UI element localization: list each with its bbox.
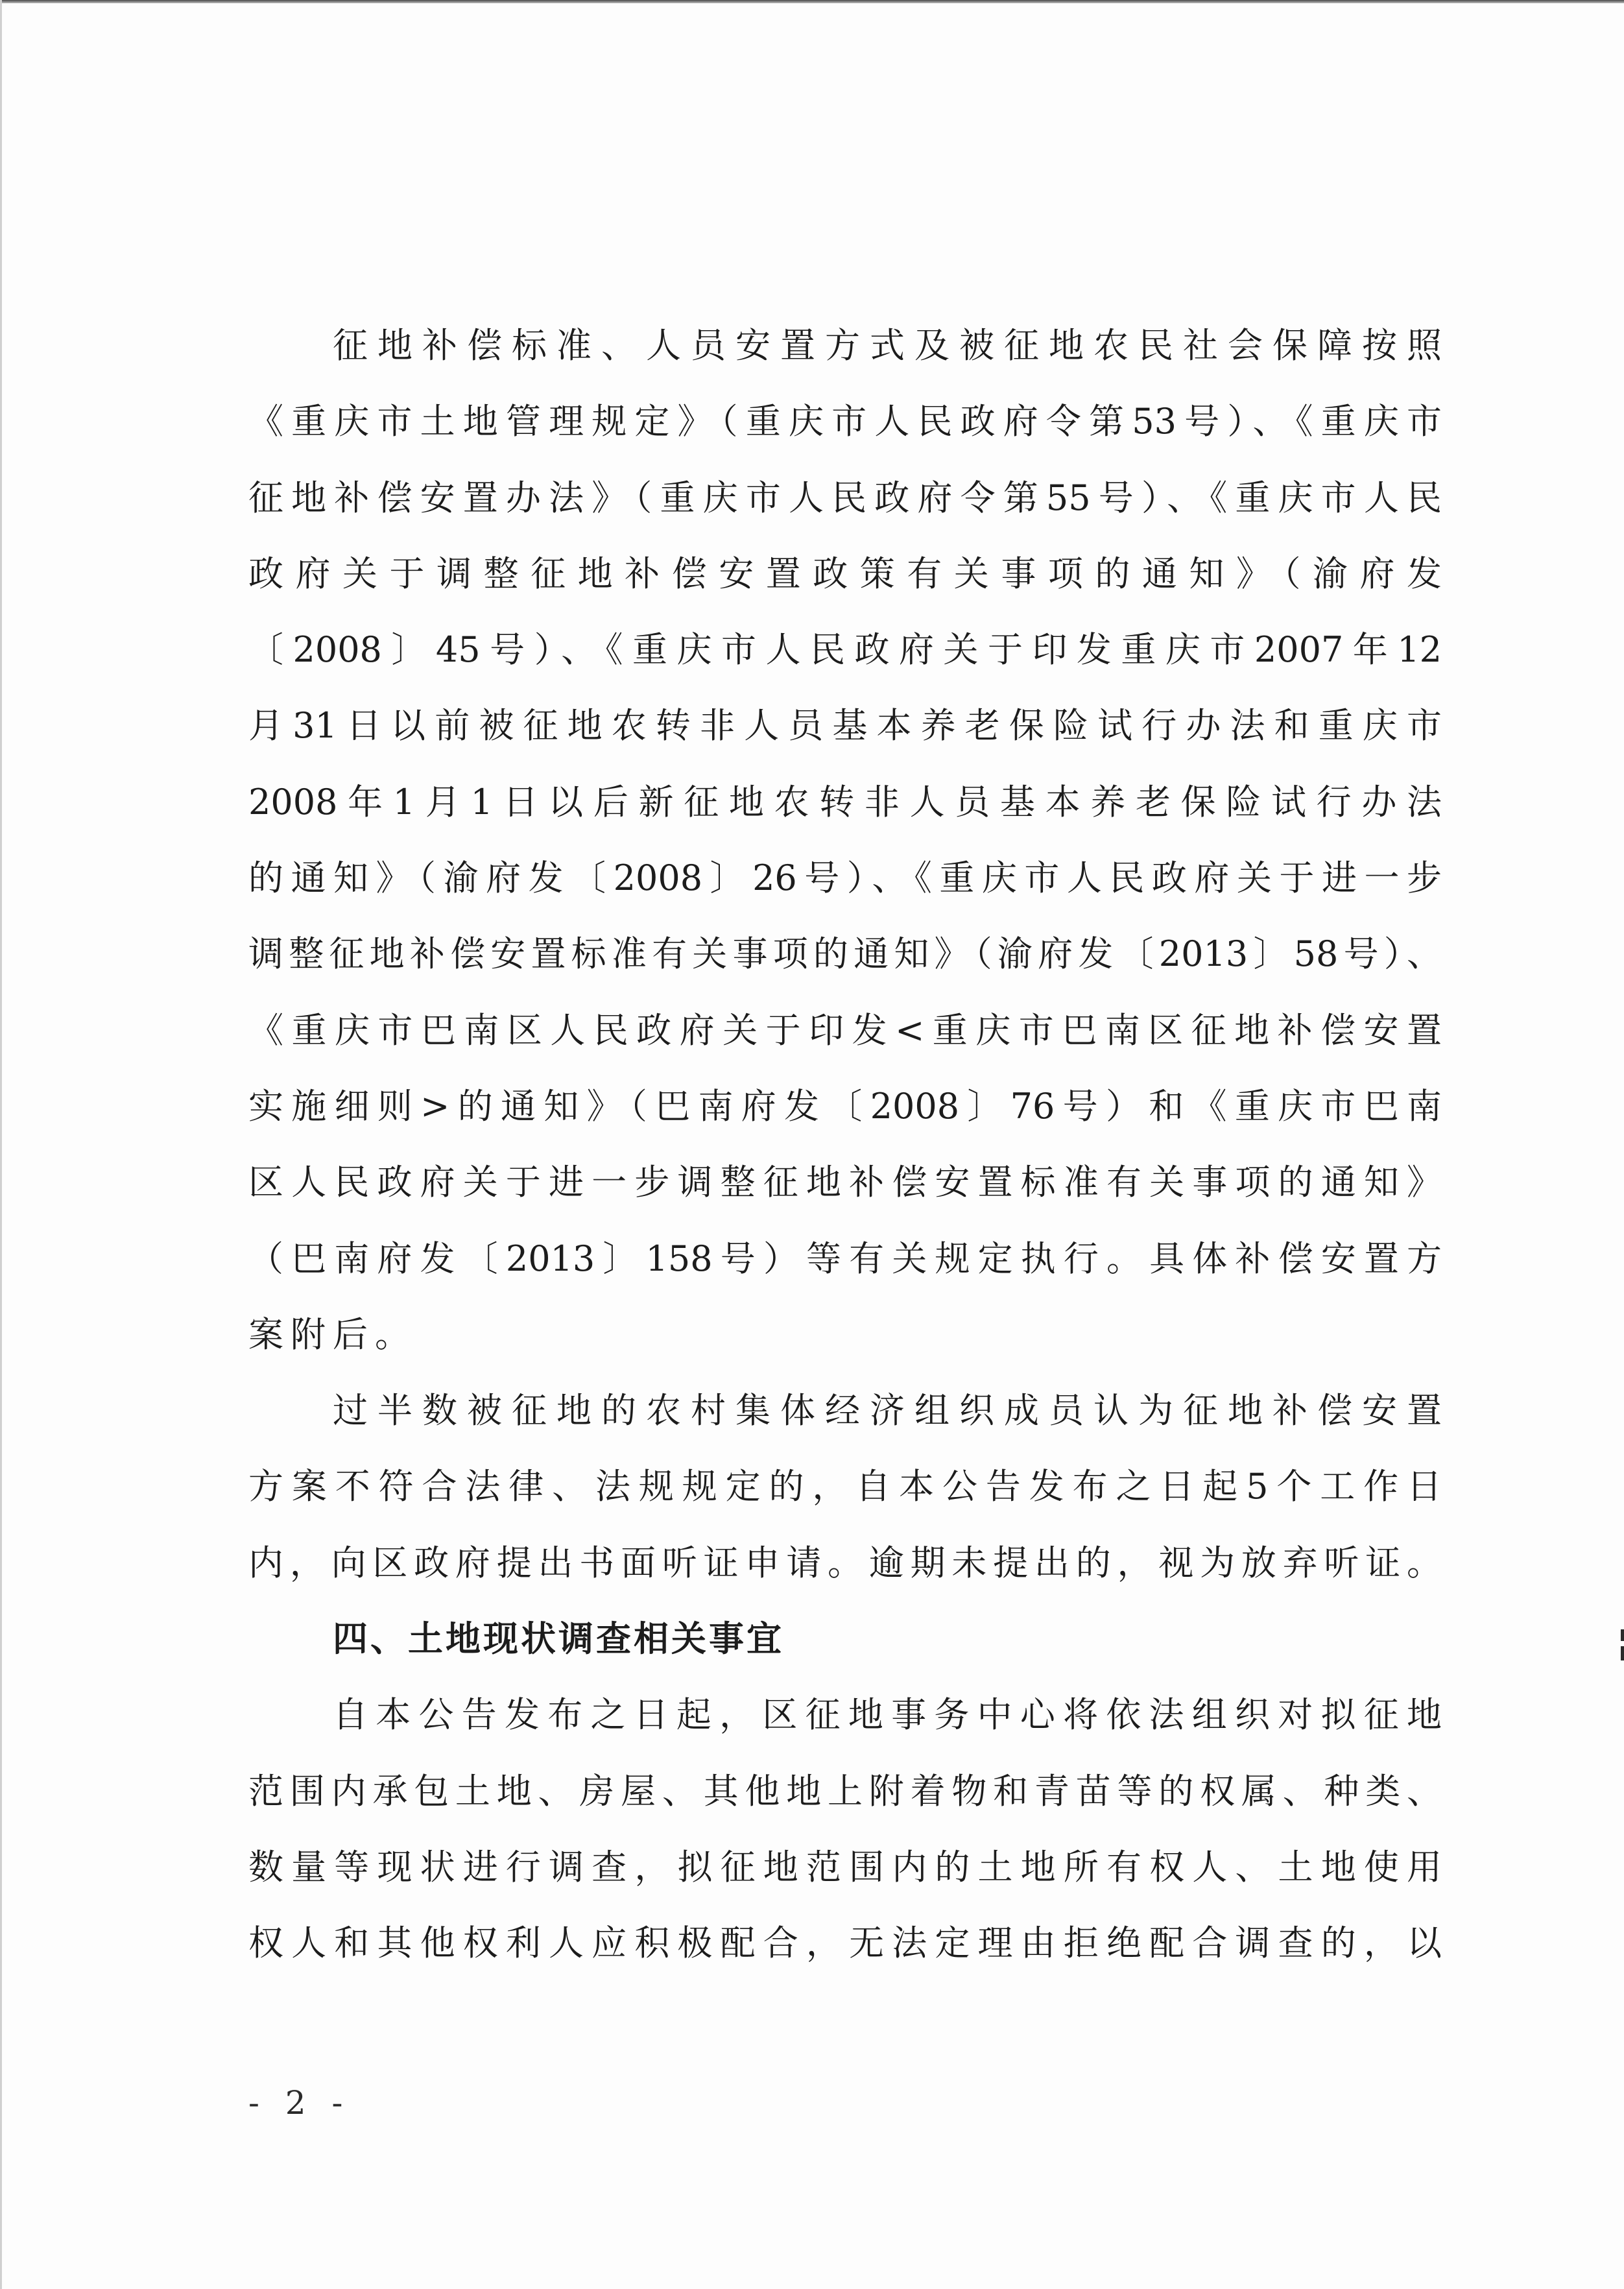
scan-top-edge <box>0 0 1624 3</box>
paragraph-line: 范围内承包土地、房屋、其他地上附着物和青苗等的权属、种类、 <box>248 1770 1442 1812</box>
scan-edge-mark <box>1621 1629 1624 1641</box>
paragraph-line: 《重庆市巴南区人民政府关于印发<重庆市巴南区征地补偿安置 <box>248 1009 1442 1051</box>
paragraph-line: 〔2008〕45号）、《重庆市人民政府关于印发重庆市2007年12 <box>248 629 1442 671</box>
paragraph-line: 政府关于调整征地补偿安置政策有关事项的通知》（渝府发 <box>248 553 1442 594</box>
page-number: - 2 - <box>248 2084 351 2122</box>
paragraph-line: 数量等现状进行调查，拟征地范围内的土地所有权人、土地使用 <box>248 1846 1442 1888</box>
scan-left-edge <box>0 0 2 2289</box>
paragraph-line: （巴南府发〔2013〕158号）等有关规定执行。具体补偿安置方 <box>248 1238 1442 1279</box>
paragraph-line: 区人民政府关于进一步调整征地补偿安置标准有关事项的通知》 <box>248 1162 1442 1203</box>
paragraph-line: 调整征地补偿安置标准有关事项的通知》（渝府发〔2013〕58号）、 <box>248 933 1442 975</box>
document-body <box>248 307 1442 1982</box>
scan-edge-mark <box>1621 1646 1624 1660</box>
paragraph-line: 月31日以前被征地农转非人员基本养老保险试行办法和重庆市 <box>248 705 1442 747</box>
paragraph-line: 征地补偿安置办法》（重庆市人民政府令第55号）、《重庆市人民 <box>248 477 1442 518</box>
paragraph-line: 2008年1月1日以后新征地农转非人员基本养老保险试行办法 <box>248 781 1442 822</box>
paragraph-line: 实施细则>的通知》（巴南府发〔2008〕76号）和《重庆市巴南 <box>248 1085 1442 1127</box>
paragraph-line: 征地补偿标准、人员安置方式及被征地农民社会保障按照 <box>333 325 1442 366</box>
section-heading: 四、土地现状调查相关事宜 <box>333 1618 784 1660</box>
paragraph-line: 过半数被征地的农村集体经济组织成员认为征地补偿安置 <box>333 1390 1442 1432</box>
paragraph-line: 权人和其他权利人应积极配合，无法定理由拒绝配合调查的，以 <box>248 1923 1442 1964</box>
paragraph-line: 内，向区政府提出书面听证申请。逾期未提出的，视为放弃听证。 <box>248 1542 1442 1583</box>
paragraph-line: 自本公告发布之日起，区征地事务中心将依法组织对拟征地 <box>333 1694 1442 1736</box>
paragraph-line: 案附后。 <box>248 1313 417 1355</box>
paragraph-line: 方案不符合法律、法规规定的，自本公告发布之日起5个工作日 <box>248 1466 1442 1507</box>
paragraph-line: 《重庆市土地管理规定》（重庆市人民政府令第53号）、《重庆市 <box>248 401 1442 442</box>
paragraph-line: 的通知》（渝府发〔2008〕26号）、《重庆市人民政府关于进一步 <box>248 857 1442 899</box>
